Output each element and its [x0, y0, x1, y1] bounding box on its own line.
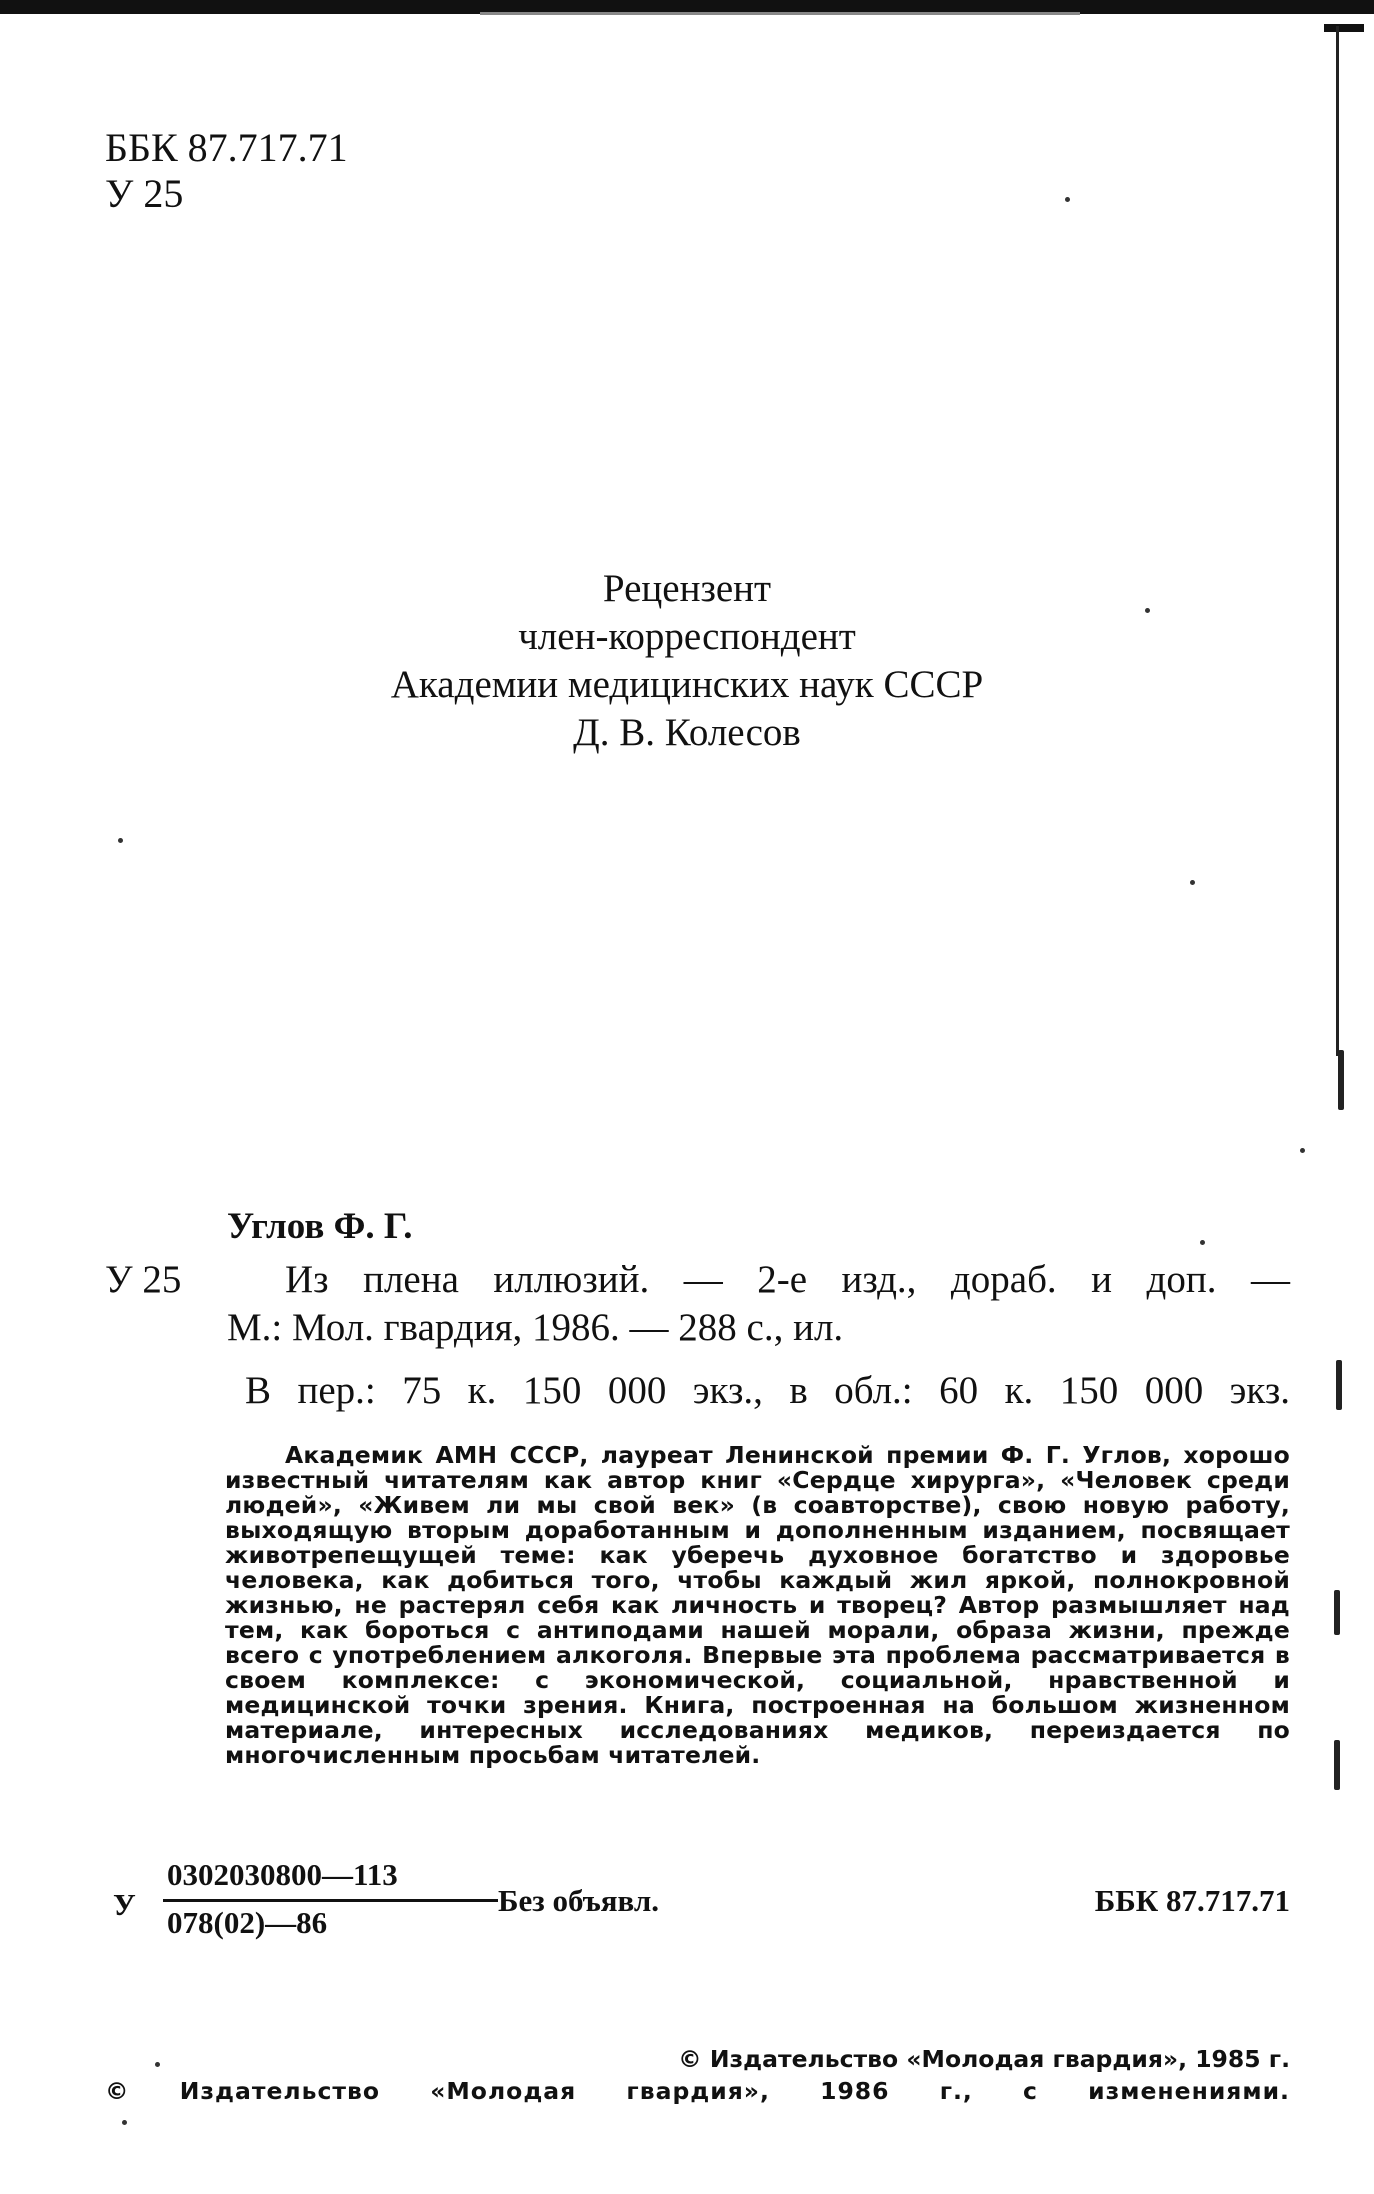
copyright-line-1986: © Издательство «Молодая гвардия», 1986 г., с изменениями. [105, 2077, 1290, 2105]
scan-edge-mark [1338, 1050, 1344, 1110]
index-bbk-code: ББК 87.717.71 [1094, 1883, 1290, 1918]
copyright-line-1985: © Издательство «Молодая гвардия», 1985 г. [678, 2045, 1290, 2073]
scan-top-edge-shadow [480, 12, 1080, 15]
reviewer-name: Д. В. Колесов [573, 711, 801, 754]
index-denominator: 078(02)—86 [167, 1905, 328, 1940]
reviewer-title-line2: Академии медицинских наук СССР [390, 663, 984, 706]
author-mark: У 25 [105, 171, 184, 216]
scan-speck [1200, 1240, 1205, 1245]
index-fraction-bar [163, 1899, 498, 1902]
bbk-code: ББК 87.717.71 [105, 125, 348, 170]
scan-right-edge [1336, 26, 1346, 1056]
catalog-imprint-line: М.: Мол. гвардия, 1986. — 288 с., ил. [227, 1306, 844, 1349]
reviewer-block [0, 565, 1374, 757]
index-no-announcement: Без объявл. [498, 1883, 660, 1918]
scan-edge-mark [1334, 1590, 1340, 1635]
scan-edge-mark [1334, 1740, 1340, 1790]
catalog-price-line: В пер.: 75 к. 150 000 экз., в обл.: 60 к. 150 000 экз. [245, 1369, 1290, 1412]
catalog-call-mark: У 25 [105, 1258, 182, 1301]
scan-speck [118, 838, 123, 843]
reviewer-role: Рецензент [602, 567, 772, 610]
index-letter: У [113, 1887, 136, 1922]
reviewer-title-line1: член-корреспондент [518, 615, 856, 658]
index-numerator: 0302030800—113 [167, 1857, 398, 1892]
scan-edge-mark [1336, 1360, 1342, 1410]
scan-speck [1190, 880, 1195, 885]
catalog-title-line: Из плена иллюзий. — 2-е изд., дораб. и доп. — [285, 1258, 1290, 1301]
copyright-block [105, 2043, 1290, 2107]
classification-codes [105, 125, 348, 217]
publishing-index-row [105, 1855, 1290, 1945]
catalog-author: Углов Ф. Г. [227, 1206, 413, 1247]
scan-speck [1300, 1148, 1305, 1153]
scan-speck [122, 2120, 127, 2125]
catalog-annotation: Академик АМН СССР, лауреат Ленинской премии Ф. Г. Углов, хорошо известный читателям как автор книг «Сердце хирурга», «Человек среди людей», «Живем ли мы свой век» (в соавторстве), свою новую работу, выходящую вторым доработанным и дополненным изданием, посвящает животрепещущей теме: как уберечь духовное богатство и здоровье человека, как добиться того, чтобы каждый жил яркой, полнокровной жизнью, не растерял себя как личность и творец? Автор размышляет над тем, как бороться с антиподами нашей морали, образа жизни, прежде всего с употреблением алкоголя. Впервые эта проблема рассматривается в своем комплексе: с экономической, социальной, нравственной и медицинской точки зрения. Книга, построенная на большом жизненном материале, интересных исследованиях медиков, переиздается по многочисленным просьбам читателей. [225, 1441, 1290, 1769]
scan-speck [1065, 197, 1070, 202]
